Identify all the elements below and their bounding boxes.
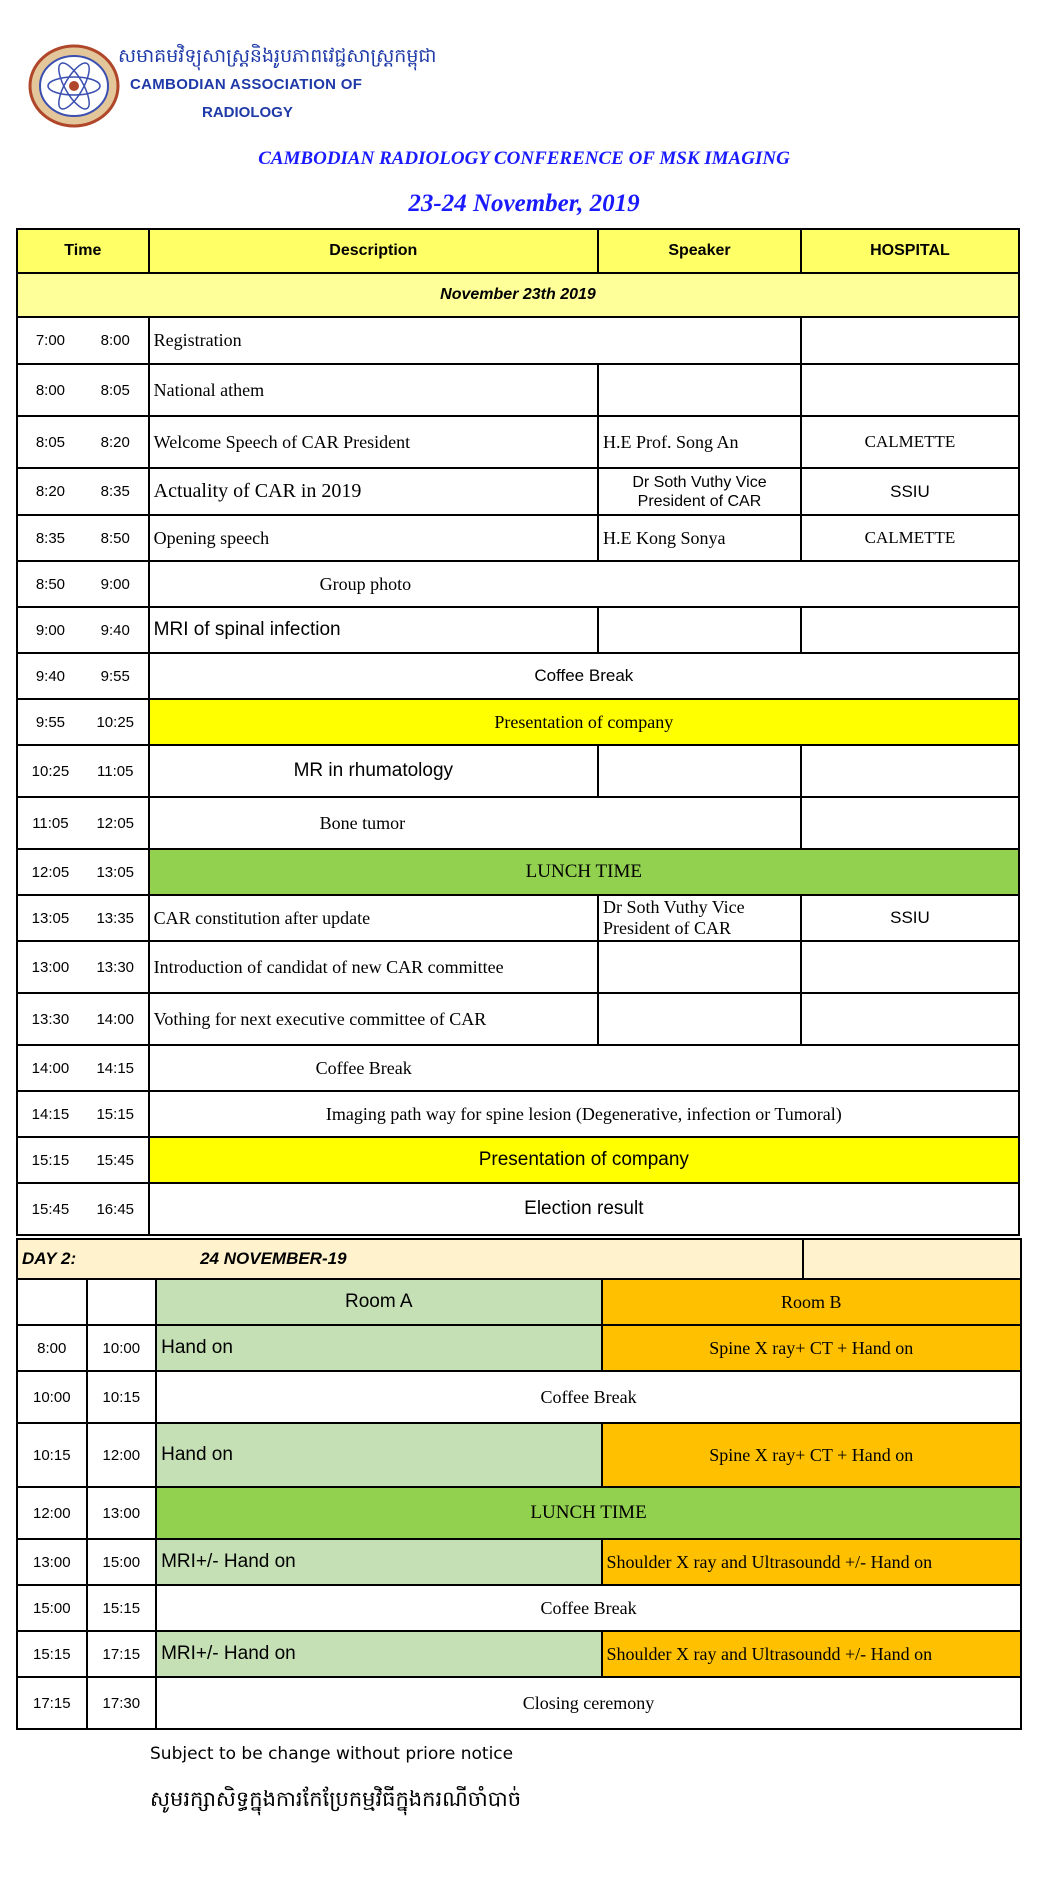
- table-row: [17, 1091, 1019, 1137]
- conference-date: 23-24 November, 2019: [408, 190, 640, 217]
- session-description: Coffee Break: [149, 653, 1019, 699]
- table-row: [17, 607, 1019, 653]
- speaker-header: Speaker: [598, 229, 801, 273]
- room-b-session: Shoulder X ray and Ultrasoundd +/- Hand on: [602, 1631, 1021, 1677]
- start-time: 10:00: [17, 1371, 87, 1423]
- end-time: 15:15: [83, 1091, 149, 1137]
- speaker-cell: Dr Soth Vuthy Vice President of CAR: [598, 468, 801, 515]
- session-description: Presentation of company: [149, 1137, 1019, 1183]
- session-description: MRI of spinal infection: [149, 607, 598, 653]
- end-time: 8:35: [83, 468, 149, 515]
- end-time: 12:00: [87, 1423, 157, 1487]
- org-name-line1: CAMBODIAN ASSOCIATION OF: [130, 76, 363, 93]
- session-description: Bone tumor: [149, 797, 801, 849]
- table-row: [17, 1423, 1021, 1487]
- start-time: 10:15: [17, 1423, 87, 1487]
- start-time: 17:15: [17, 1677, 87, 1729]
- hospital-cell: [801, 993, 1019, 1045]
- hospital-cell: CALMETTE: [801, 416, 1019, 468]
- end-time: 9:00: [83, 561, 149, 607]
- end-time: 9:40: [83, 607, 149, 653]
- table-row: [17, 1631, 1021, 1677]
- start-time: 8:05: [17, 416, 83, 468]
- org-name-line2: RADIOLOGY: [202, 104, 293, 121]
- session-description: National athem: [149, 364, 598, 416]
- room-a-session: Hand on: [156, 1423, 601, 1487]
- end-time: 13:30: [83, 941, 149, 993]
- end-time: 10:25: [83, 699, 149, 745]
- hospital-cell: [801, 745, 1019, 797]
- start-time: 11:05: [17, 797, 83, 849]
- end-time: 13:00: [87, 1487, 157, 1539]
- table-row: [17, 1183, 1019, 1235]
- hospital-cell: [801, 364, 1019, 416]
- table-row: [17, 849, 1019, 895]
- end-time: 15:00: [87, 1539, 157, 1585]
- empty-cell: [87, 1279, 157, 1325]
- room-b-session: Spine X ray+ CT + Hand on: [602, 1423, 1021, 1487]
- hospital-cell: SSIU: [801, 895, 1019, 941]
- table-row: [17, 745, 1019, 797]
- table-row: [17, 515, 1019, 561]
- table-row: [17, 1325, 1021, 1371]
- table-row: [17, 317, 1019, 364]
- room-b-header: Room B: [602, 1279, 1021, 1325]
- start-time: 9:00: [17, 607, 83, 653]
- start-time: 8:35: [17, 515, 83, 561]
- start-time: 8:00: [17, 364, 83, 416]
- session-description: LUNCH TIME: [156, 1487, 1021, 1539]
- session-description: Group photo: [149, 561, 1019, 607]
- session-description: Imaging path way for spine lesion (Degenerative, infection or Tumoral): [149, 1091, 1019, 1137]
- hospital-cell: [801, 941, 1019, 993]
- table-row: [17, 653, 1019, 699]
- end-time: 14:15: [83, 1045, 149, 1091]
- session-description: Introduction of candidat of new CAR committee: [149, 941, 598, 993]
- table-row: [17, 1371, 1021, 1423]
- room-b-session: Shoulder X ray and Ultrasoundd +/- Hand on: [602, 1539, 1021, 1585]
- table-row: [17, 1487, 1021, 1539]
- association-logo: [28, 44, 120, 128]
- room-a-session: Hand on: [156, 1325, 601, 1371]
- conference-title: CAMBODIAN RADIOLOGY CONFERENCE OF MSK IMAGING: [258, 148, 790, 169]
- start-time: 13:05: [17, 895, 83, 941]
- end-time: 9:55: [83, 653, 149, 699]
- session-description: Vothing for next executive committee of CAR: [149, 993, 598, 1045]
- session-description: Closing ceremony: [156, 1677, 1021, 1729]
- start-time: 14:15: [17, 1091, 83, 1137]
- end-time: 17:30: [87, 1677, 157, 1729]
- table-row: [17, 1677, 1021, 1729]
- hospital-header: HOSPITAL: [801, 229, 1019, 273]
- end-time: 8:00: [83, 317, 149, 364]
- start-time: 15:15: [17, 1137, 83, 1183]
- session-description: Coffee Break: [156, 1371, 1021, 1423]
- start-time: 15:00: [17, 1585, 87, 1631]
- org-name-khmer: សមាគមវិទ្យុសាស្ត្រនិងរូបភាពវេជ្ជសាស្ត្រកម្ពុជា: [118, 45, 437, 67]
- start-time: 9:40: [17, 653, 83, 699]
- change-notice: Subject to be change without priore notice: [150, 1744, 514, 1764]
- end-time: 10:00: [87, 1325, 157, 1371]
- table-row: [17, 468, 1019, 515]
- day2-header-empty: [803, 1239, 1021, 1279]
- start-time: 15:15: [17, 1631, 87, 1677]
- room-a-header: Room A: [156, 1279, 601, 1325]
- session-description: CAR constitution after update: [149, 895, 598, 941]
- start-time: 12:00: [17, 1487, 87, 1539]
- session-description: Welcome Speech of CAR President: [149, 416, 598, 468]
- start-time: 14:00: [17, 1045, 83, 1091]
- room-a-session: MRI+/- Hand on: [156, 1631, 601, 1677]
- day2-header-row: [17, 1239, 1021, 1279]
- speaker-cell: [598, 745, 801, 797]
- table-row: [17, 561, 1019, 607]
- room-b-session: Spine X ray+ CT + Hand on: [602, 1325, 1021, 1371]
- start-time: 15:45: [17, 1183, 83, 1235]
- start-time: 10:25: [17, 745, 83, 797]
- speaker-cell: [598, 607, 801, 653]
- end-time: 11:05: [83, 745, 149, 797]
- table-row: [17, 1585, 1021, 1631]
- day1-date-row: [17, 273, 1019, 317]
- table-row: [17, 416, 1019, 468]
- table-row: [17, 699, 1019, 745]
- change-notice-khmer: សូមរក្សាសិទ្ធក្នុងការកែប្រែកម្មវិធីក្នុងករណីចាំបាច់: [150, 1787, 522, 1811]
- table-row: [17, 1539, 1021, 1585]
- end-time: 13:35: [83, 895, 149, 941]
- room-a-session: MRI+/- Hand on: [156, 1539, 601, 1585]
- end-time: 8:50: [83, 515, 149, 561]
- table-row: [17, 941, 1019, 993]
- session-description: Coffee Break: [149, 1045, 1019, 1091]
- day1-schedule-table: [16, 228, 1020, 1236]
- session-description: Presentation of company: [149, 699, 1019, 745]
- end-time: 14:00: [83, 993, 149, 1045]
- end-time: 17:15: [87, 1631, 157, 1677]
- end-time: 16:45: [83, 1183, 149, 1235]
- session-description: Coffee Break: [156, 1585, 1021, 1631]
- day1-date-label: November 23th 2019: [17, 273, 1019, 317]
- start-time: 13:00: [17, 941, 83, 993]
- day2-schedule-table: [16, 1238, 1022, 1730]
- description-header: Description: [149, 229, 598, 273]
- day2-date: 24 NOVEMBER-19: [156, 1239, 802, 1279]
- end-time: 15:45: [83, 1137, 149, 1183]
- end-time: 13:05: [83, 849, 149, 895]
- hospital-cell: SSIU: [801, 468, 1019, 515]
- session-description: Registration: [149, 317, 801, 364]
- end-time: 8:20: [83, 416, 149, 468]
- end-time: 15:15: [87, 1585, 157, 1631]
- end-time: 8:05: [83, 364, 149, 416]
- speaker-cell: [598, 941, 801, 993]
- hospital-cell: [801, 797, 1019, 849]
- end-time: 12:05: [83, 797, 149, 849]
- hospital-cell: CALMETTE: [801, 515, 1019, 561]
- table-row: [17, 797, 1019, 849]
- session-description: MR in rhumatology: [149, 745, 598, 797]
- session-description: Actuality of CAR in 2019: [149, 468, 598, 515]
- start-time: 8:20: [17, 468, 83, 515]
- time-header: Time: [17, 229, 149, 273]
- table-row: [17, 895, 1019, 941]
- day2-label: DAY 2:: [17, 1239, 156, 1279]
- start-time: 7:00: [17, 317, 83, 364]
- end-time: 10:15: [87, 1371, 157, 1423]
- start-time: 13:30: [17, 993, 83, 1045]
- hospital-cell: [801, 317, 1019, 364]
- start-time: 8:50: [17, 561, 83, 607]
- start-time: 8:00: [17, 1325, 87, 1371]
- table-row: [17, 364, 1019, 416]
- session-description: Opening speech: [149, 515, 598, 561]
- speaker-cell: [598, 993, 801, 1045]
- table-row: [17, 1137, 1019, 1183]
- session-description: LUNCH TIME: [149, 849, 1019, 895]
- empty-cell: [17, 1279, 87, 1325]
- start-time: 9:55: [17, 699, 83, 745]
- speaker-cell: H.E Prof. Song An: [598, 416, 801, 468]
- speaker-cell: Dr Soth Vuthy Vice President of CAR: [598, 895, 801, 941]
- rooms-row: [17, 1279, 1021, 1325]
- table-row: [17, 993, 1019, 1045]
- speaker-cell: [598, 364, 801, 416]
- start-time: 13:00: [17, 1539, 87, 1585]
- table-row: [17, 1045, 1019, 1091]
- speaker-cell: H.E Kong Sonya: [598, 515, 801, 561]
- hospital-cell: [801, 607, 1019, 653]
- table-header-row: [17, 229, 1019, 273]
- start-time: 12:05: [17, 849, 83, 895]
- session-description: Election result: [149, 1183, 1019, 1235]
